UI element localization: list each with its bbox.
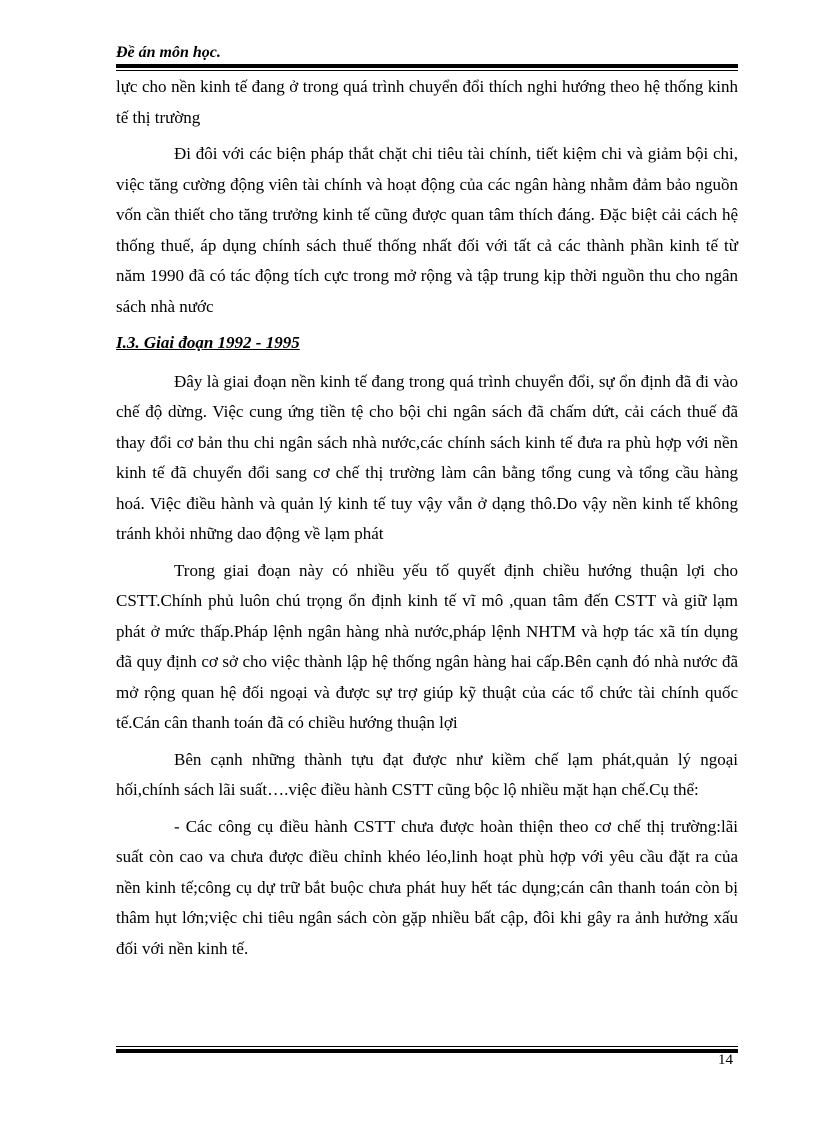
footer-rule-thick <box>116 1049 738 1053</box>
paragraph: Bên cạnh những thành tựu đạt được như kiềm chế lạm phát,quản lý ngoại hối,chính sách lãi suất….việc điều hành CSTT cũng bộc lộ nhiều mặt hạn chế.Cụ thể: <box>116 749 738 799</box>
paragraph: Trong giai đoạn này có nhiều yếu tố quyết định chiều hướng thuận lợi cho CSTT.Chính phủ luôn chú trọng ổn định kinh tế vĩ mô ,quan tâm đến CSTT và giữ lạm phát ở mức thấp.Pháp lệnh ngân hàng nhà nước,pháp lệnh NHTM và hợp tác xã tín dụng đã quy định cơ sở cho việc thành lập hệ thống ngân hàng hai cấp.Bên cạnh đó nhà nước đã mở rộng quan hệ đối ngoại và được sự trợ giúp kỹ thuật của các tổ chức tài chính quốc tế.Cán cân thanh toán đã có chiều hướng thuận lợi <box>116 560 738 732</box>
footer-rule-thin <box>116 1046 738 1047</box>
page-header-title: Đề án môn học. <box>116 44 221 61</box>
section-heading: I.3. Giai đoạn 1992 - 1995 <box>116 333 300 352</box>
paragraph: Đi đôi với các biện pháp thắt chặt chi tiêu tài chính, tiết kiệm chi và giảm bội chi, việc tăng cường động viên tài chính và hoạt động của các ngân hàng nhằm đảm bảo nguồn vốn cần thiết cho tăng trưởng kinh tế cũng được quan tâm thích đáng. Đặc biệt cải cách hệ thống thuế, áp dụng chính sách thuế thống nhất đối với tất cả các thành phần kinh tế từ năm 1990 đã có tác động tích cực trong mở rộng và tập trung kịp thời nguồn thu cho ngân sách nhà nước <box>116 144 738 316</box>
header-rule-thick <box>116 64 738 68</box>
document-body <box>116 72 738 970</box>
paragraph: lực cho nền kinh tế đang ở trong quá trình chuyển đổi thích nghi hướng theo hệ thống kinh tế thị trường <box>116 77 738 127</box>
paragraph: Đây là giai đoạn nền kinh tế đang trong quá trình chuyển đổi, sự ổn định đã đi vào chế độ dừng. Việc cung ứng tiền tệ cho bội chi ngân sách đã chấm dứt, cải cách thuế đã thay đổi cơ bản thu chi ngân sách nhà nước,các chính sách kinh tế đưa ra phù hợp với nền kinh tế đã chuyển đổi sang cơ chế thị trường làm cân bằng tổng cung và tổng cầu hàng hoá. Việc điều hành và quản lý kinh tế tuy vậy vẫn ở dạng thô.Do vậy nền kinh tế không tránh khỏi những dao động về lạm phát <box>116 371 738 543</box>
page-number: 14 <box>718 1052 733 1068</box>
header-rule-thin <box>116 70 738 71</box>
paragraph: - Các công cụ điều hành CSTT chưa được hoàn thiện theo cơ chế thị trường:lãi suất còn cao va chưa được điều chỉnh khéo léo,linh hoạt phù hợp với yêu cầu đặt ra của nền kinh tế;công cụ dự trữ bắt buộc chưa phát huy hết tác dụng;cán cân thanh toán còn bị thâm hụt lớn;việc chi tiêu ngân sách còn gặp nhiều bất cập, đôi khi gây ra ảnh hưởng xấu đối với nền kinh tế. <box>116 816 738 958</box>
